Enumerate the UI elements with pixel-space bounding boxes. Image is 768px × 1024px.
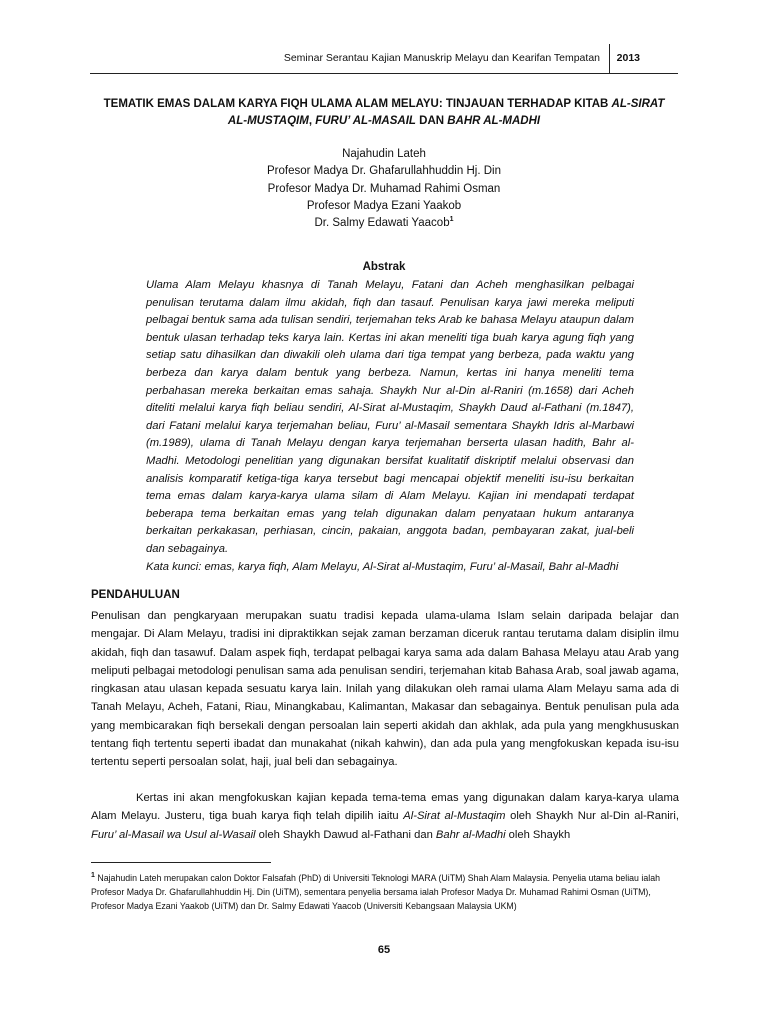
abstract-body <box>146 277 634 576</box>
footnote-marker: 1 <box>91 872 95 880</box>
author-name: Profesor Madya Ezani Yaakob <box>306 199 462 212</box>
footnote-separator <box>91 862 271 863</box>
paragraph-text: oleh Shaykh Dawud al-Fathani dan <box>255 828 436 841</box>
author-name: Najahudin Lateh <box>342 148 426 160</box>
author-name: Dr. Salmy Edawati Yaacob <box>314 217 450 230</box>
book-title: Furu’ al-Masail wa Usul al-Wasail <box>91 828 256 841</box>
paragraph: Penulisan dan pengkaryaan merupakan suatu tradisi kepada ulama-ulama Islam selain daripada belajar dan mengajar. Di Alam Melayu, tradisi ini dipraktikkan sejak zaman berzaman diceruk rantau terutama dalam disiplin ilmu akidah, fiqh dan tasawuf. Dalam aspek fiqh, terdapat pelbagai karya sama ada dalam Bahasa Melayu atau Arab yang meliputi pelbagai metodologi penulisan sama ada penulisan sendiri, terjemahan kitab Bahasa Arab, soal jawab agama, ringkasan atau ulasan kepada sesuatu karya lain. Inilah yang dilakukan oleh ramai ulama Alam Melayu sama ada di Tanah Melayu, Acheh, Fatani, Riau, Minangkabau, Kalimantan, Makasar dan sebagainya. Bentuk penulisan pula ada yang membicarakan fiqh bersekali dengan persoalan lain seperti akidah dan akhlak, ada pula yang mengkhususkan tentang fiqh tertentu seperti ibadat dan munakahat (nikah kahwin), dan ada pula yang mengfokuskan kepada isu-isu tertentu seperti persoalan solat, haji, jual beli dan sebagainya. <box>91 610 679 769</box>
title-text-2: , <box>308 115 316 127</box>
footnote-text: Najahudin Lateh merupakan calon Doktor Falsafah (PhD) di Universiti Teknologi MARA (UiTM) Shah Alam Malaysia. Penyelia utama beliau ialah Profesor Madya Dr. Ghafarullahhuddin Hj. Din (UiTM), sementara penyelia bersama ialah Profesor Madya Dr. Muhamad Rahimi Osman (UiTM), Profesor Madya Ezani Yaakob (UiTM) dan Dr. Salmy Edawati Yaacob (Universiti Kebangsaan Malaysia UKM) <box>91 873 660 911</box>
book-title: Al-Sirat al-Mustaqim <box>403 810 506 823</box>
running-title: Seminar Serantau Kajian Manuskrip Melayu dan Kearifan Tempatan <box>283 52 600 64</box>
author-name: Profesor Madya Dr. Ghafarullahhuddin Hj. Din <box>267 165 501 178</box>
title-italic-2: FURU’ AL-MASAIL <box>315 115 416 127</box>
paper-title <box>96 96 672 130</box>
header-rule <box>90 73 678 74</box>
author-name-last <box>96 215 672 232</box>
paragraph-text: oleh Shaykh Nur al-Din al-Raniri, <box>505 810 680 823</box>
title-text-3: DAN <box>415 115 448 127</box>
title-italic-3: BAHR AL-MADHI <box>447 115 541 127</box>
title-italic-1: AL-SIRAT AL-MUSTAQIM <box>227 98 665 127</box>
author-list <box>96 146 672 232</box>
abstract-heading: Abstrak <box>362 261 406 273</box>
book-title: Bahr al-Madhi <box>435 828 506 841</box>
section-heading: PENDAHULUAN <box>91 589 180 601</box>
keywords: Kata kunci: emas, karya fiqh, Alam Melayu, Al-Sirat al-Mustaqim, Furu’ al-Masail, Bahr al-Madhi <box>146 560 619 573</box>
header-divider <box>609 44 610 74</box>
paragraph <box>91 789 679 844</box>
paragraph-text: oleh Shaykh <box>505 828 571 841</box>
footnote <box>91 872 679 913</box>
author-name: Profesor Madya Dr. Muhamad Rahimi Osman <box>267 182 501 195</box>
running-header <box>90 44 678 74</box>
footnote-reference[interactable]: 1 <box>449 216 454 224</box>
abstract-text: Ulama Alam Melayu khasnya di Tanah Melayu, Fatani dan Acheh menghasilkan pelbagai penulisan terutama dalam ilmu akidah, fiqh dan tasauf. Penulisan karya jawi mereka meliputi pelbagai bentuk sama ada tulisan sendiri, terjemahan teks Arab ke bahasa Melayu ataupun dalam bentuk ulasan terhadap teks karya lain. Kertas ini akan meneliti tiga buah karya agung fiqh yang setiap satu dihasilkan dan diwakili oleh ulama dari tiga tempat yang berbeza, pada waktu yang berbeza dan karya dalam bentuk yang berbeza. Namun, kertas ini hanya meneliti tema perbahasan mereka berkaitan emas sahaja. Shaykh Nur al-Din al-Raniri (m.1658) dari Acheh diteliti melalui karya fiqh beliau sendiri, Al-Sirat al-Mustaqim, Shaykh Daud al-Fathani (m.1847), dari Fatani melalui karya terjemahan beliau, Furu’ al-Masail sementara Shaykh Idris al-Marbawi (m.1989), ulama di Tanah Melayu dengan karya terjemahan berserta ulasan hadith, Bahr al-Madhi. Metodologi penelitian yang digunakan bersifat kualitatif diskriptif melalui observasi dan analisis komparatif ketiga-tiga karya tersebut bagi mencapai objektif meneliti isu-isu berkaitan tema emas dalam karya-karya ulama silam di Alam Melayu. Kajian ini mendapati terdapat beberapa tema berkaitan emas yang telah digunakan dalam penyataan hukum antaranya berkaitan perkakasan, perhiasan, cincin, pakaian, anggota badan, pembayaran zakat, jual-beli dan sebagainya. <box>146 279 634 555</box>
page-number: 65 <box>377 944 391 956</box>
title-text: TEMATIK EMAS DALAM KARYA FIQH ULAMA ALAM MELAYU: TINJAUAN TERHADAP KITAB <box>103 98 612 110</box>
header-year: 2013 <box>616 52 640 64</box>
paragraph-text: Kertas ini akan mengfokuskan kajian kepada tema-tema emas yang digunakan dalam karya-karya ulama Alam Melayu. Justeru, tiga buah karya fiqh telah dipilih iaitu <box>91 792 679 823</box>
